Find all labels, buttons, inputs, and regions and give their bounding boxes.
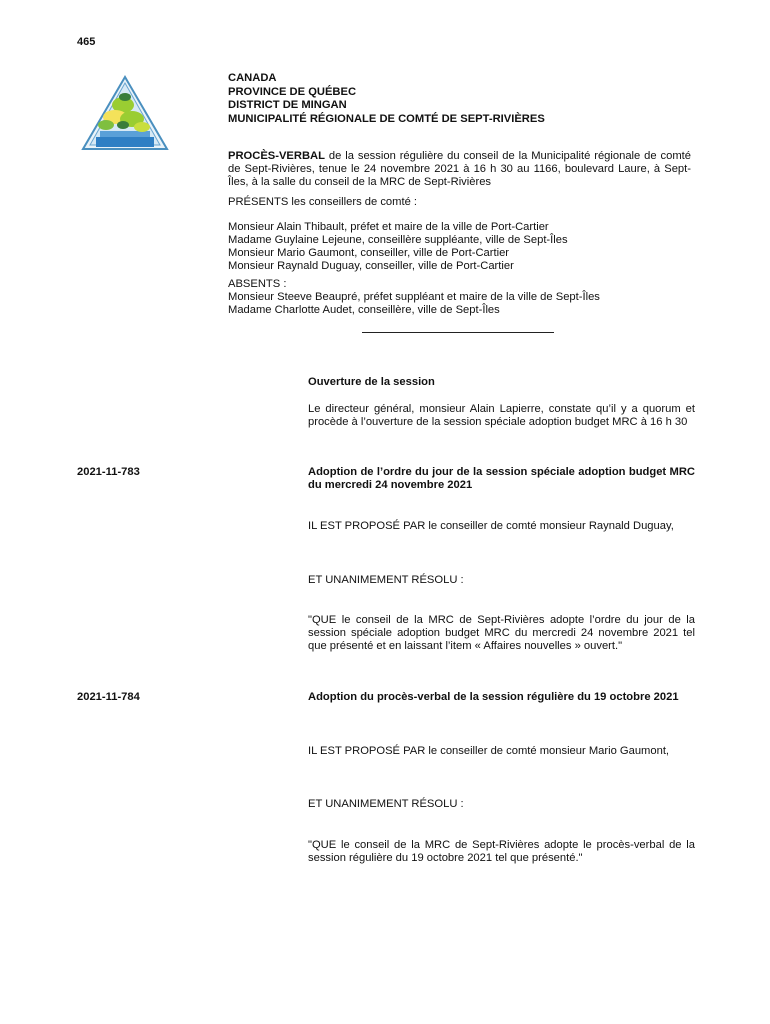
resolution-text: "QUE le conseil de la MRC de Sept-Rivières adopte le procès-verbal de la session régulière du 19 octobre 2021 tel que présenté." [308, 839, 695, 864]
absents-label: ABSENTS : [228, 278, 287, 290]
header-province: PROVINCE DE QUÉBEC [228, 85, 357, 98]
resolution-title: Adoption du procès-verbal de la session régulière du 19 octobre 2021 [308, 691, 679, 703]
resolution-proposed: IL EST PROPOSÉ PAR le conseiller de comté monsieur Raynald Duguay, [308, 520, 674, 532]
resolution-number: 2021-11-783 [77, 466, 140, 478]
pv-label: PROCÈS-VERBAL [228, 150, 325, 162]
ouverture-title: Ouverture de la session [308, 376, 435, 388]
separator-line [362, 332, 554, 333]
resolution-number: 2021-11-784 [77, 691, 140, 703]
header-district: DISTRICT DE MINGAN [228, 99, 347, 112]
presents-list [228, 221, 698, 273]
pv-text: de la session régulière du conseil de la Municipalité régionale de comté de Sept-Rivières, tenue le 24 novembre 2021 à 16 h 30 au 1166, boulevard Laure, à Sept-Îles, à la salle du conseil de la MRC de Sept-Rivières [228, 150, 691, 188]
header-block [228, 72, 698, 126]
resolution-title: Adoption de l’ordre du jour de la session spéciale adoption budget MRC du mercredi 24 novembre 2021 [308, 466, 695, 491]
resolution-proposed: IL EST PROPOSÉ PAR le conseiller de comté monsieur Mario Gaumont, [308, 745, 670, 757]
header-municipality: MUNICIPALITÉ RÉGIONALE DE COMTÉ DE SEPT-RIVIÈRES [228, 112, 545, 125]
resolution-resolved: ET UNANIMEMENT RÉSOLU : [308, 574, 464, 586]
header-country: CANADA [228, 72, 277, 84]
present-member: Monsieur Alain Thibault, préfet et maire de la ville de Port-Cartier [228, 221, 549, 233]
mrc-logo [80, 75, 170, 151]
absent-member: Monsieur Steeve Beaupré, préfet suppléant et maire de la ville de Sept-Îles [228, 291, 600, 303]
present-member: Monsieur Raynald Duguay, conseiller, ville de Port-Cartier [228, 260, 514, 272]
ouverture-text: Le directeur général, monsieur Alain Lapierre, constate qu’il y a quorum et procède à l’ouverture de la session spéciale adoption budget MRC à 16 h 30 [308, 403, 695, 428]
presents-label: PRÉSENTS les conseillers de comté : [228, 196, 418, 208]
present-member: Monsieur Mario Gaumont, conseiller, ville de Port-Cartier [228, 247, 510, 259]
proces-verbal-intro [228, 150, 691, 189]
resolution-text: "QUE le conseil de la MRC de Sept-Rivières adopte l’ordre du jour de la session spéciale adoption budget MRC du mercredi 24 novembre 2021 tel que présenté et en laissant l’item « Affaires nouvelles » ouvert." [308, 614, 695, 652]
page-number: 465 [77, 36, 96, 48]
present-member: Madame Guylaine Lejeune, conseillère suppléante, ville de Sept-Îles [228, 234, 568, 246]
absents-list [228, 291, 698, 317]
absent-member: Madame Charlotte Audet, conseillère, ville de Sept-Îles [228, 304, 500, 316]
resolution-resolved: ET UNANIMEMENT RÉSOLU : [308, 798, 464, 810]
